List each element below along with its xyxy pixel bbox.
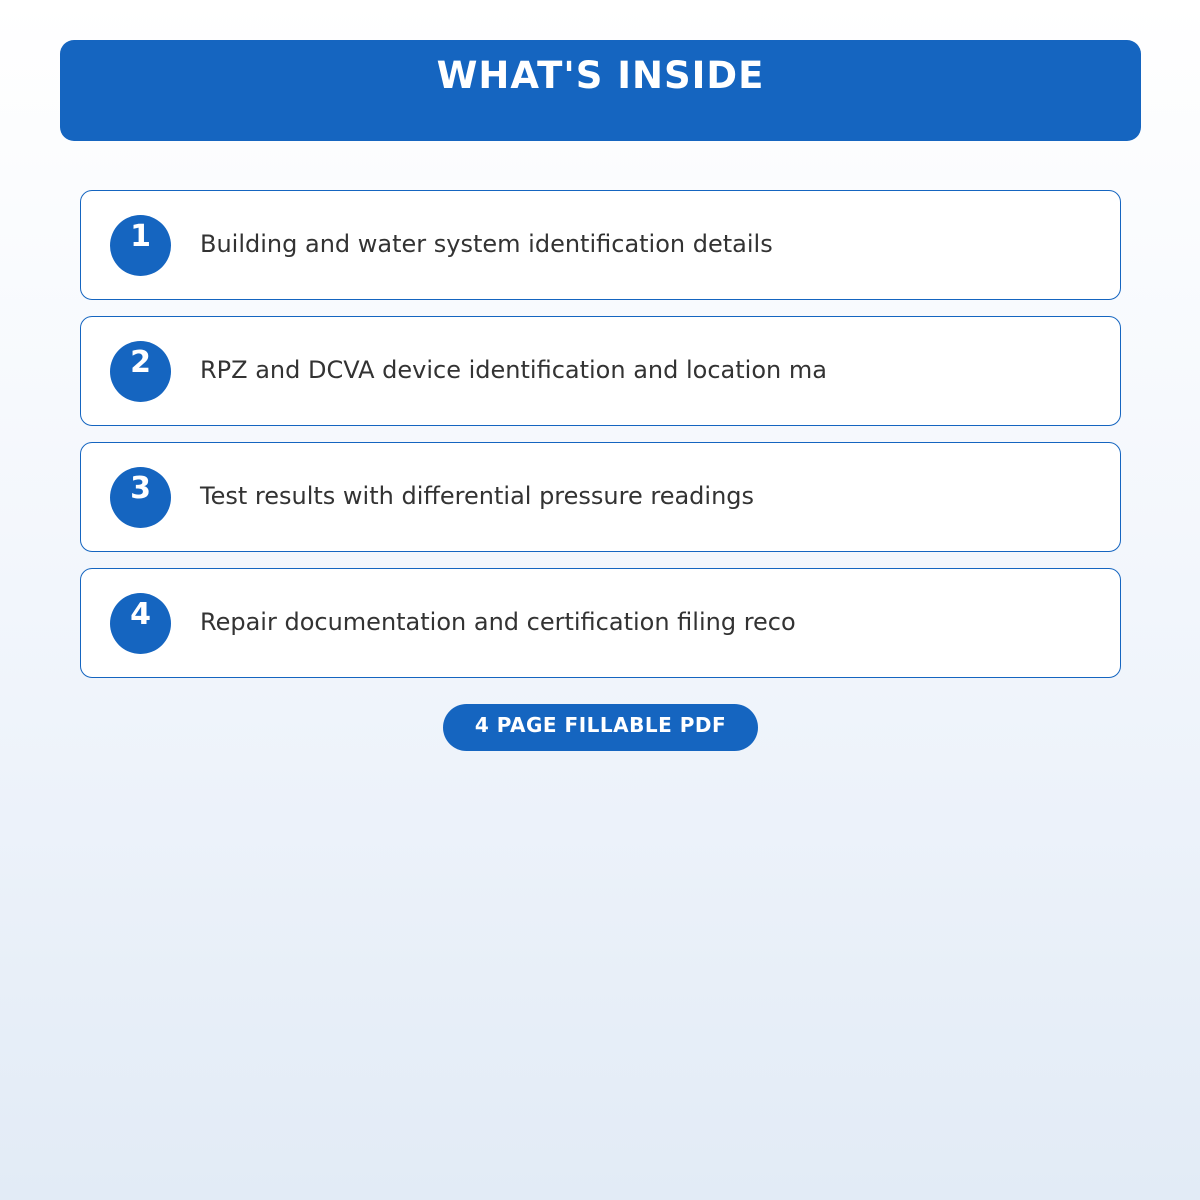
list-item-text: Repair documentation and certification filing reco (200, 608, 796, 636)
number-badge-label: 3 (130, 471, 151, 506)
list-item-text: Test results with differential pressure readings (200, 482, 755, 510)
number-badge (110, 215, 171, 276)
list-item (80, 568, 1121, 678)
page-title: WHAT'S INSIDE (436, 54, 765, 97)
format-badge: 4 PAGE FILLABLE PDF (443, 704, 758, 751)
list-item (80, 442, 1121, 552)
number-badge-label: 1 (130, 219, 151, 254)
number-badge (110, 467, 171, 528)
list-item (80, 190, 1121, 300)
number-badge (110, 341, 171, 402)
header-banner (60, 40, 1141, 141)
list-item-text: RPZ and DCVA device identification and location ma (200, 356, 827, 384)
number-badge (110, 593, 171, 654)
number-badge-label: 2 (130, 345, 151, 380)
list-item-text: Building and water system identification details (200, 230, 773, 258)
number-badge-label: 4 (130, 597, 151, 632)
list-item (80, 316, 1121, 426)
